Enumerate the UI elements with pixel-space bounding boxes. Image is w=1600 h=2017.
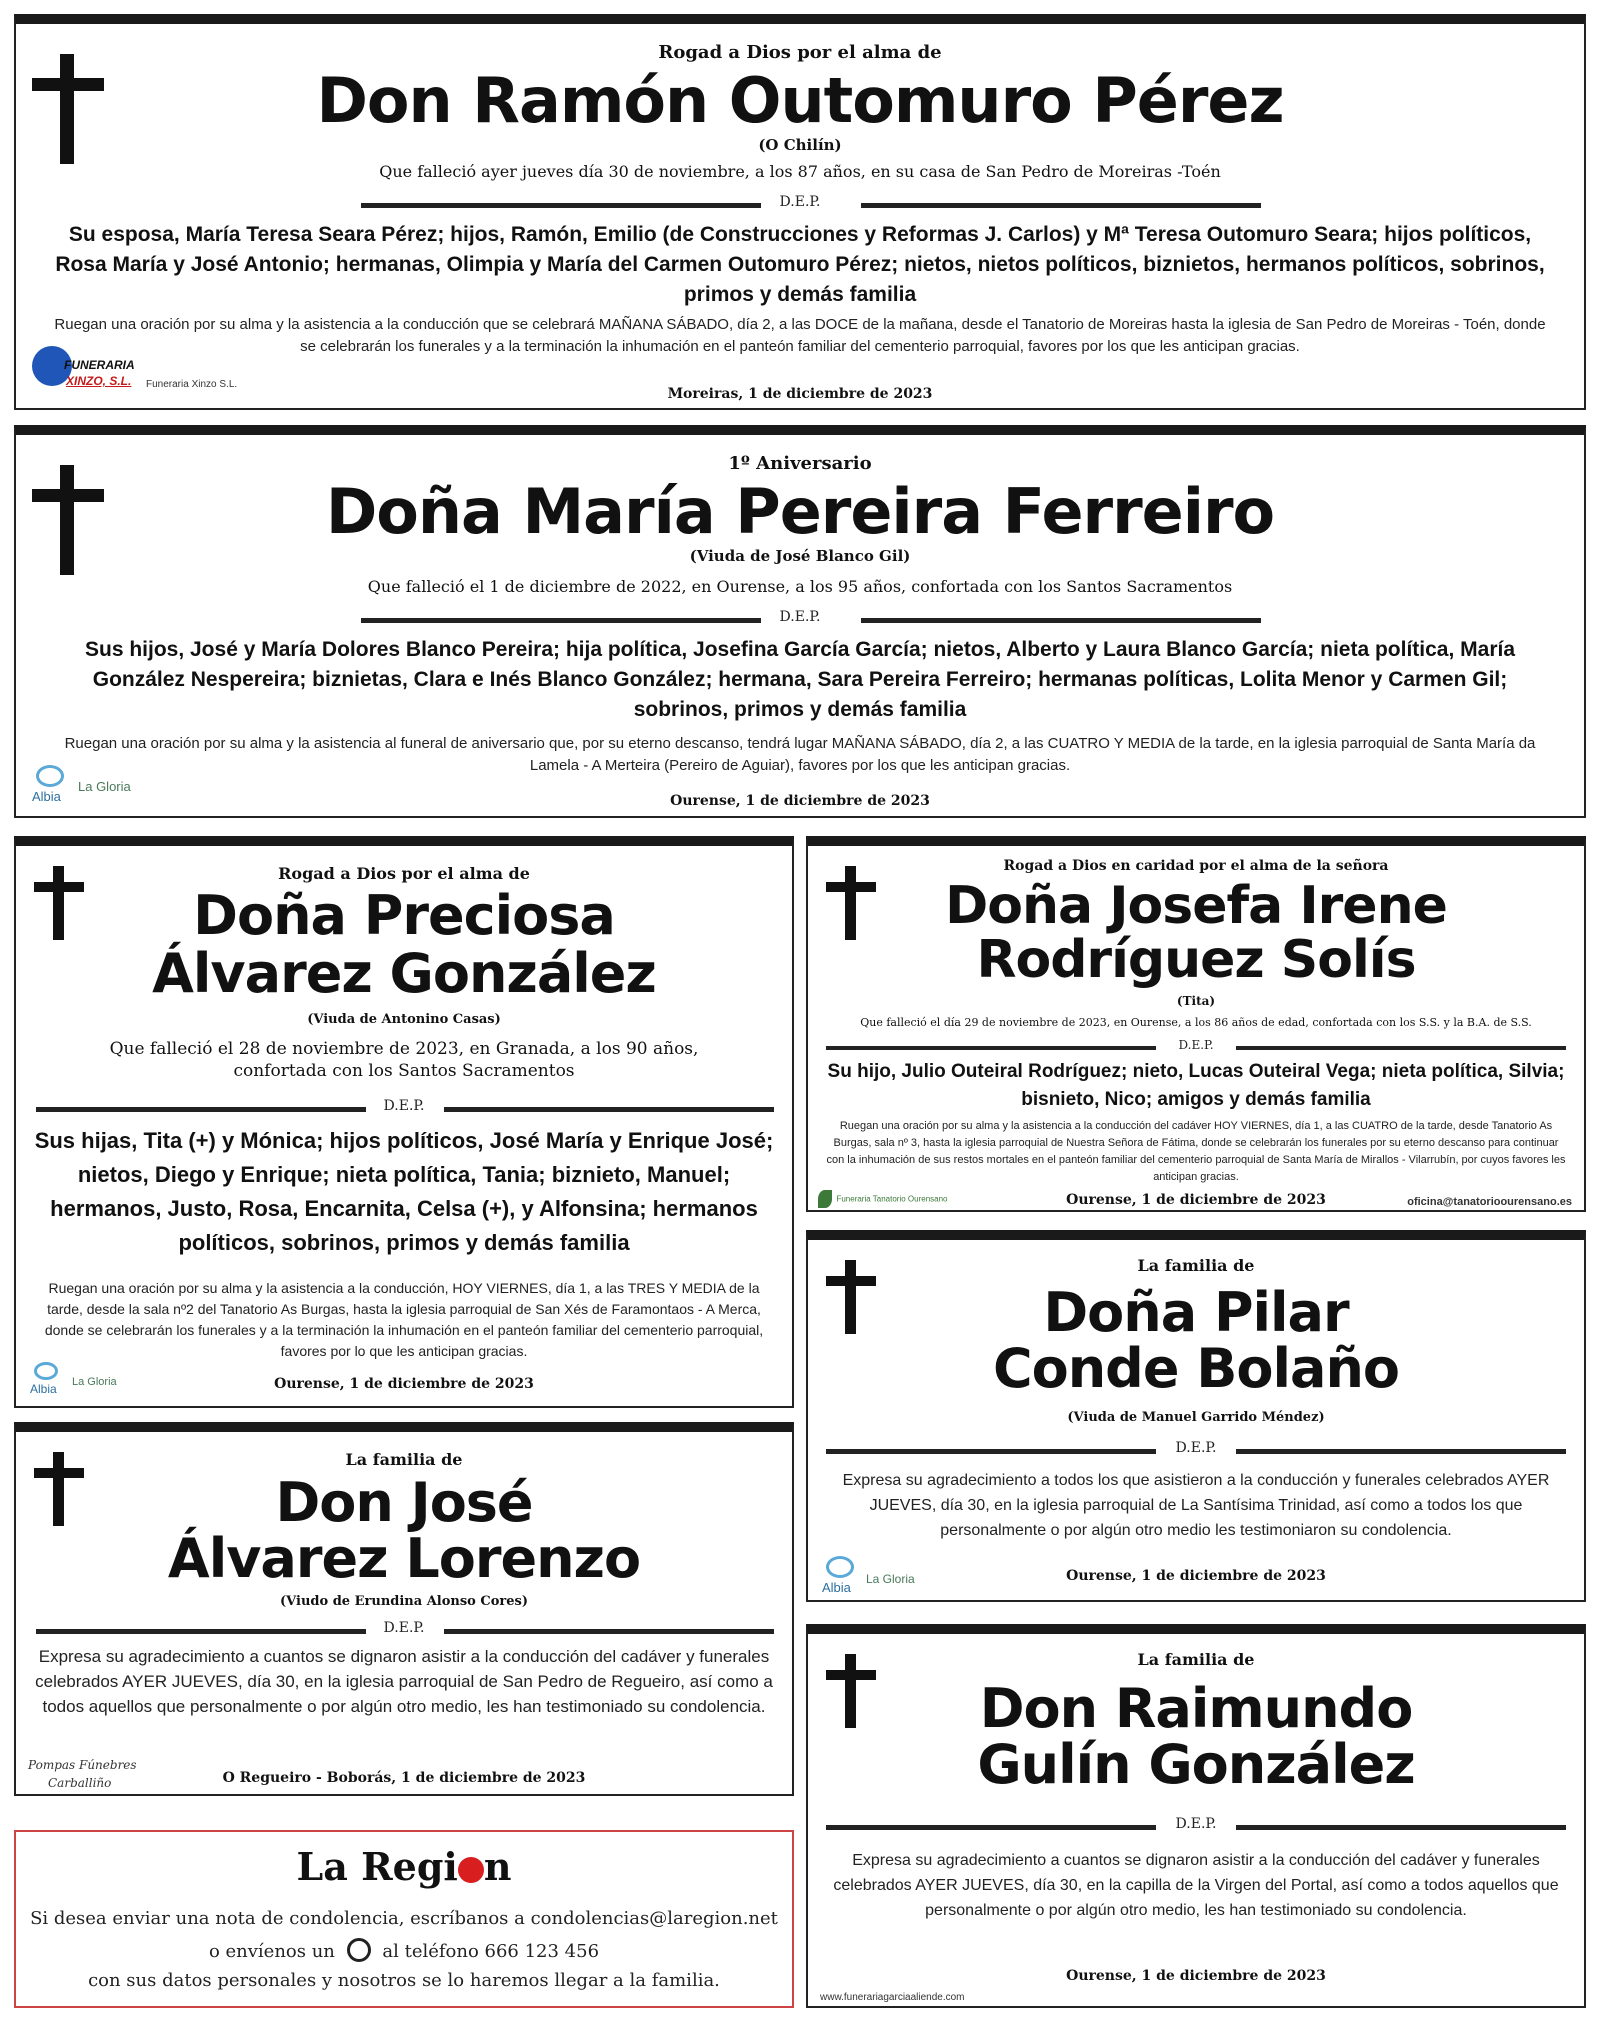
obituary-pilar-conde <box>806 1230 1586 1602</box>
death-info: Que falleció ayer jueves día 30 de noviembre, a los 87 años, en su casa de San Pedro de Moreiras -Toén <box>379 162 1221 181</box>
date-line: Ourense, 1 de diciembre de 2023 <box>1066 1192 1326 1208</box>
pompas-funebres-logo: Pompas Fúnebres Carballiño <box>28 1758 137 1790</box>
obituary-maria-pereira <box>14 425 1586 818</box>
nickname: (Viuda de Manuel Garrido Méndez) <box>1067 1410 1325 1425</box>
ad-line-email: Si desea enviar una nota de condolencia, escríbanos a condolencias@laregion.net <box>30 1908 778 1929</box>
gratitude-text: Expresa su agradecimiento a cuantos se dignaron asistir a la conducción del cadáver y funerales celebrados AYER JUEVES, día 30, en la capilla de la Virgen del Portal, así como a todos aquellos que personalmente o por algún otro medio, les han testimoniado su condolencia. <box>833 1852 1559 1919</box>
family-list: Sus hijos, José y María Dolores Blanco Pereira; hija política, Josefina García García; nietos, Alberto y Laura Blanco García; nieta política, María González Nespereira; biznietas, Clara e Inés Blanco González; hermana, Sara Pereira Ferreiro; hermanas políticas, Lolita Menor y Carmen Gil; sobrinos, primos y demás familia <box>84 638 1516 721</box>
ad-line-phone: o envíenos un al teléfono 666 123 456 <box>16 1938 792 1962</box>
deceased-name-line2: Gulín González <box>977 1733 1415 1796</box>
ceremony-notes: Ruegan una oración por su alma y la asistencia al funeral de aniversario que, por su eterno descanso, tendrá lugar MAÑANA SÁBADO, día 2, a las CUATRO Y MEDIA de la tarde, en la iglesia parroquial de Santa María da Lamela - A Merteira (Pereiro de Aguiar), favores por los que les anticipan gracias. <box>64 735 1536 774</box>
deceased-name: Doña María Pereira Ferreiro <box>325 475 1275 548</box>
dep-divider <box>16 1618 792 1640</box>
date-line: O Regueiro - Boborás, 1 de diciembre de 2023 <box>222 1770 586 1786</box>
obituary-josefa-rodriguez <box>806 836 1586 1212</box>
brand-dot-icon <box>458 1857 484 1883</box>
deceased-name-line1: Doña Josefa Irene <box>945 876 1447 936</box>
tanatorio-ourensano-email: oficina@tanatorioourensano.es <box>1407 1196 1572 1208</box>
death-info: Que falleció el día 29 de noviembre de 2023, en Ourense, a los 86 años de edad, confortada con los S.S. y la B.A. de S.S. <box>860 1016 1532 1029</box>
albia-icon <box>826 1556 854 1578</box>
gratitude-text: Expresa su agradecimiento a cuantos se dignaron asistir a la conducción del cadáver y funerales celebrados AYER JUEVES, día 30, en la iglesia parroquial de San Pedro de Regueiro, así como a todos aquellos que personalmente o por algún otro medio, les han testimoniado su condolencia. <box>35 1647 773 1716</box>
obituary-header: La familia de <box>345 1450 463 1469</box>
albia-la-gloria-logo: Albia La Gloria <box>28 1362 168 1402</box>
nickname: (Viuda de Antonino Casas) <box>307 1012 501 1027</box>
obituary-header: Rogad a Dios en caridad por el alma de la señora <box>1003 858 1389 874</box>
deceased-name-line2: Álvarez González <box>152 942 656 1005</box>
date-line: Moreiras, 1 de diciembre de 2023 <box>667 386 933 402</box>
obituary-ramon-outomuro <box>14 14 1586 410</box>
dep-label: D.E.P. <box>383 1098 425 1114</box>
deceased-name-line1: Don Raimundo <box>979 1677 1413 1740</box>
date-line: Ourense, 1 de diciembre de 2023 <box>1066 1568 1326 1584</box>
deceased-name-line1: Don José <box>275 1471 533 1534</box>
dep-label: D.E.P. <box>1178 1038 1214 1052</box>
ceremony-notes: Ruegan una oración por su alma y la asistencia a la conducción, HOY VIERNES, día 1, a las TRES Y MEDIA de la tarde, desde la sala nº2 del Tanatorio As Burgas, hasta la iglesia parroquial de San Xés de Faramontaos - A Merca, donde se celebrarán los funerales y a la terminación la inhumación en el panteón familiar del cementerio parroquial, favores por lo que les anticipan gracias. <box>44 1280 764 1359</box>
obituary-header: La familia de <box>1137 1256 1255 1275</box>
dep-label: D.E.P. <box>383 1620 425 1636</box>
obituary-preciosa-alvarez <box>14 836 794 1408</box>
obituary-header: Rogad a Dios por el alma de <box>278 864 530 883</box>
date-line: Ourense, 1 de diciembre de 2023 <box>274 1376 534 1392</box>
ceremony-notes: Ruegan una oración por su alma y la asistencia a la conducción que se celebrará MAÑANA SÁBADO, día 2, a las DOCE de la mañana, desde el Tanatorio de Moreiras hasta la iglesia de San Pedro de Moreiras - Toén, donde se celebrarán los funerales y a la terminación la inhumación en el panteón familiar del cementerio parroquial, favores por los que les anticipan gracias. <box>54 316 1546 355</box>
date-line: Ourense, 1 de diciembre de 2023 <box>670 793 930 809</box>
deceased-name-line1: Doña Preciosa <box>193 884 615 947</box>
albia-la-gloria-logo: Albia La Gloria <box>28 765 188 813</box>
deceased-name-line2: Álvarez Lorenzo <box>167 1527 641 1590</box>
website-link[interactable]: www.funerariagarciaaliende.com <box>820 1992 965 2003</box>
ceremony-notes: Ruegan una oración por su alma y la asistencia a la conducción del cadáver HOY VIERNES, día 1, a las CUATRO de la tarde, desde Tanatorio As Burgas, sala nº 3, hasta la iglesia parroquial de Nuestra Señora de Fátima, donde se celebrarán los funerales por su eterno descanso para continuar con la inhumación de sus restos mortales en el panteón familiar del cementerio parroquial de Santa María de Mirallos - Vilarrubín, por cuyos favores les anticipan gracias. <box>826 1120 1566 1183</box>
funeraria-xinzo-logo: FUNERARIA XINZO, S.L. Funeraria Xinzo S.L. <box>26 346 266 406</box>
deceased-name-line2: Conde Bolaño <box>993 1337 1399 1400</box>
gratitude-text: Expresa su agradecimiento a todos los que asistieron a la conducción y funerales celebrados AYER JUEVES, día 30, en la iglesia parroquial de La Santísima Trinidad, así como a todos los que personalmente o por algún otro medio les testimoniaron su condolencia. <box>842 1472 1550 1539</box>
dep-divider <box>16 192 1584 214</box>
obituary-jose-alvarez <box>14 1422 794 1796</box>
deceased-name: Don Ramón Outomuro Pérez <box>316 64 1284 137</box>
albia-icon <box>34 1362 58 1380</box>
leaf-icon <box>818 1190 832 1208</box>
dep-divider <box>808 1438 1584 1460</box>
deceased-name-line2: Rodríguez Solís <box>976 930 1416 990</box>
nickname: (Viudo de Erundina Alonso Cores) <box>280 1594 528 1609</box>
family-list: Su esposa, María Teresa Seara Pérez; hijos, Ramón, Emilio (de Construcciones y Reformas J. Carlos) y Mª Teresa Outomuro Seara; hijos políticos, Rosa María y José Antonio; hermanas, Olimpia y María del Carmen Outomuro Pérez; nietos, nietos políticos, biznietos, hermanos políticos, sobrinos, primos y demás familia <box>55 223 1545 306</box>
obituary-header: Rogad a Dios por el alma de <box>658 42 942 63</box>
dep-label: D.E.P. <box>1175 1816 1217 1832</box>
death-info: Que falleció el 1 de diciembre de 2022, en Ourense, a los 95 años, confortada con los Santos Sacramentos <box>367 577 1233 596</box>
nickname: (O Chilín) <box>758 136 842 154</box>
la-region-condolence-ad <box>14 1830 794 2008</box>
dep-divider <box>808 1036 1584 1056</box>
ad-line-instructions: con sus datos personales y nosotros se lo haremos llegar a la familia. <box>88 1970 720 1991</box>
obituary-header: 1º Aniversario <box>728 453 872 474</box>
obituary-raimundo-gulin <box>806 1624 1586 2008</box>
dep-label: D.E.P. <box>779 609 821 625</box>
albia-icon <box>36 765 64 787</box>
dep-label: D.E.P. <box>779 194 821 210</box>
la-region-brand: La Regi n <box>296 1844 512 1889</box>
albia-la-gloria-logo: Albia La Gloria <box>820 1556 960 1600</box>
family-list: Sus hijas, Tita (+) y Mónica; hijos políticos, José María y Enrique José; nietos, Diego y Enrique; nieta política, Tania; biznieto, Manuel; hermanos, Justo, Rosa, Encarnita, Celsa (+), y Alfonsina; hermanos políticos, sobrinos, primos y demás familia <box>34 1128 774 1255</box>
family-list: Su hijo, Julio Outeiral Rodríguez; nieto, Lucas Outeiral Vega; nieta política, Silvia; bisnieto, Nico; amigos y demás familia <box>827 1061 1565 1110</box>
death-info: Que falleció el 28 de noviembre de 2023, en Granada, a los 90 años, confortada con los Santos Sacramentos <box>109 1039 699 1081</box>
dep-label: D.E.P. <box>1175 1440 1217 1456</box>
dep-divider <box>16 607 1584 629</box>
nickname: (Viuda de José Blanco Gil) <box>689 547 911 565</box>
dep-divider <box>16 1096 792 1118</box>
whatsapp-icon <box>347 1938 371 1962</box>
obituary-header: La familia de <box>1137 1650 1255 1669</box>
tanatorio-ourensano-logo: Funeraria Tanatorio Ourensano <box>818 1190 998 1212</box>
dep-divider <box>808 1814 1584 1836</box>
deceased-name-line1: Doña Pilar <box>1043 1281 1349 1344</box>
date-line: Ourense, 1 de diciembre de 2023 <box>1066 1968 1326 1984</box>
nickname: (Tita) <box>1176 994 1216 1008</box>
